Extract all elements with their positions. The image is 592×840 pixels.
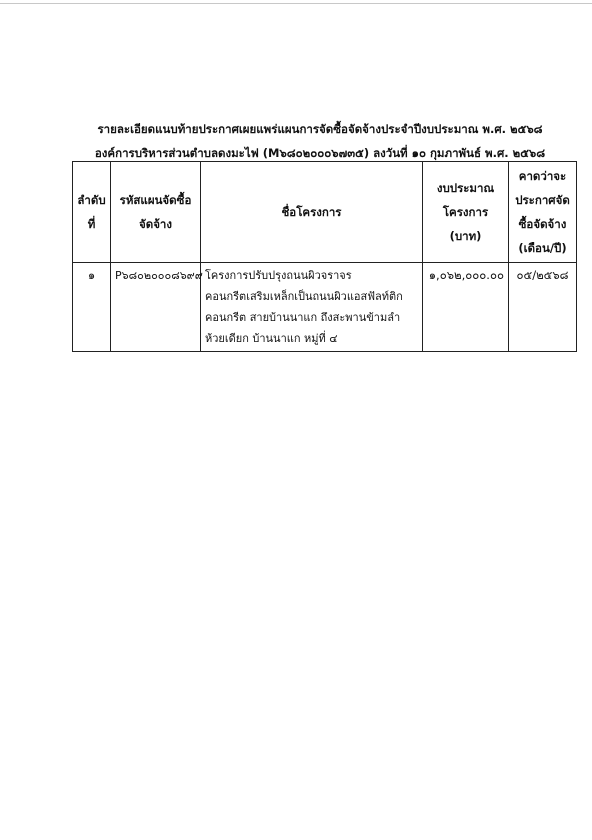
header-budget: งบประมาณโครงการ (บาท) (423, 162, 509, 263)
cell-budget: ๑,๐๖๒,๐๐๐.๐๐ (423, 263, 509, 352)
document-subtitle: องค์การบริหารส่วนตำบลดงมะไฟ (M๖๘๐๒๐๐๐๖๗๓๕) ลงวันที่ ๑๐ กุมภาพันธ์ พ.ศ. ๒๕๖๘ (94, 146, 546, 160)
header-month: คาดว่าจะประกาศจัดซื้อจัดจ้าง (เดือน/ปี) (509, 162, 577, 263)
document-title: รายละเอียดแนบท้ายประกาศเผยแพร่แผนการจัดซื้อจัดจ้างประจำปีงบประมาณ พ.ศ. ๒๕๖๘ (97, 122, 543, 136)
header-no: ลำดับที่ (73, 162, 111, 263)
cell-no: ๑ (73, 263, 111, 352)
top-divider (0, 3, 592, 4)
cell-name: โครงการปรับปรุงถนนผิวจราจรคอนกรีตเสริมเหล็กเป็นถนนผิวแอสฟัลท์ติกคอนกรีต สายบ้านนาแก ถึงสะพานข้ามลำห้วยเดียก บ้านนาแก หมู่ที่ ๔ (201, 263, 423, 352)
table-row (73, 263, 577, 352)
table-header-row (73, 162, 577, 263)
header-code: รหัสแผนจัดซื้อจัดจ้าง (111, 162, 201, 263)
cell-code: P๖๘๐๒๐๐๐๘๖๙๙ (111, 263, 201, 352)
cell-month: ๐๕/๒๕๖๘ (509, 263, 577, 352)
procurement-plan-table (72, 161, 577, 352)
header-name: ชื่อโครงการ (201, 162, 423, 263)
